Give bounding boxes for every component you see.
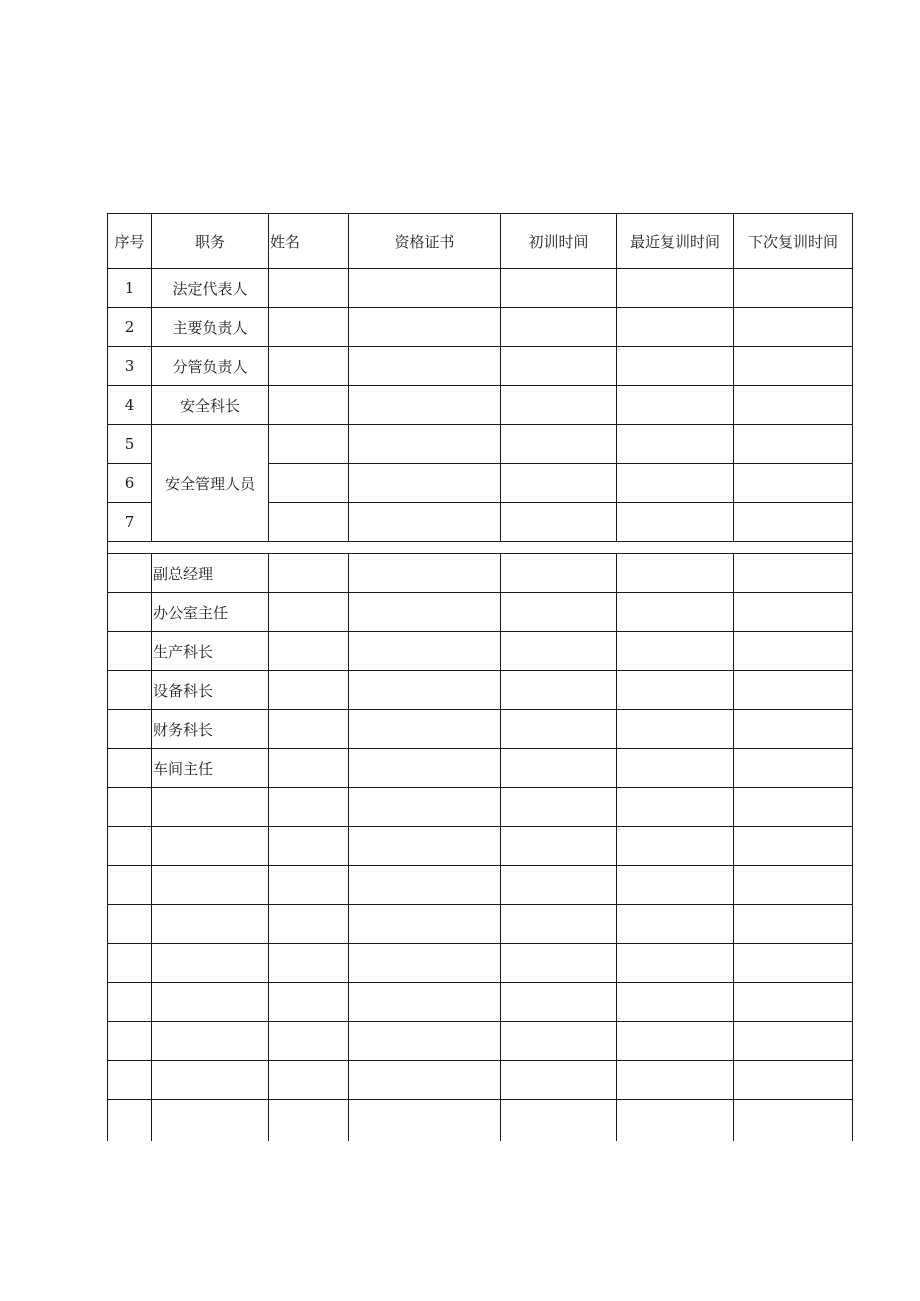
table-row [108,632,853,671]
initial-training-cell[interactable] [501,593,617,632]
empty-cell[interactable] [501,905,617,944]
empty-cell[interactable] [734,944,853,983]
latest-retraining-cell[interactable] [617,464,734,503]
name-cell[interactable] [269,308,349,347]
certificate-cell[interactable] [349,503,501,542]
empty-cell[interactable] [734,1061,853,1100]
empty-cell[interactable] [349,827,501,866]
header-initial-training: 初训时间 [501,214,617,269]
table-row [108,554,853,593]
row-seq: 2 [108,308,152,347]
next-retraining-cell[interactable] [734,593,853,632]
name-cell[interactable] [269,269,349,308]
empty-cell[interactable] [734,827,853,866]
empty-cell[interactable] [152,1061,269,1100]
initial-training-cell[interactable] [501,671,617,710]
empty-cell[interactable] [152,827,269,866]
empty-cell[interactable] [617,1022,734,1061]
row-position: 副总经理 [152,554,269,593]
empty-row [108,1061,853,1100]
initial-training-cell[interactable] [501,710,617,749]
initial-training-cell[interactable] [501,632,617,671]
certificate-cell[interactable] [349,269,501,308]
row-seq[interactable] [108,671,152,710]
next-retraining-cell[interactable] [734,386,853,425]
empty-cell[interactable] [108,1061,152,1100]
row-seq[interactable] [108,593,152,632]
name-cell[interactable] [269,347,349,386]
next-retraining-cell[interactable] [734,749,853,788]
initial-training-cell[interactable] [501,425,617,464]
initial-training-cell[interactable] [501,554,617,593]
table-row [108,386,853,425]
latest-retraining-cell[interactable] [617,749,734,788]
latest-retraining-cell[interactable] [617,593,734,632]
latest-retraining-cell[interactable] [617,632,734,671]
latest-retraining-cell[interactable] [617,503,734,542]
empty-row [108,983,853,1022]
empty-cell[interactable] [734,1022,853,1061]
next-retraining-cell[interactable] [734,425,853,464]
initial-training-cell[interactable] [501,386,617,425]
empty-row [108,944,853,983]
table-row [108,269,853,308]
initial-training-cell[interactable] [501,503,617,542]
next-retraining-cell[interactable] [734,554,853,593]
header-latest-retraining: 最近复训时间 [617,214,734,269]
empty-cell[interactable] [617,944,734,983]
certificate-cell[interactable] [349,386,501,425]
certificate-cell[interactable] [349,710,501,749]
empty-cell[interactable] [349,944,501,983]
empty-cell[interactable] [152,1022,269,1061]
latest-retraining-cell[interactable] [617,308,734,347]
row-seq: 7 [108,503,152,542]
table-row [108,425,853,464]
empty-cell[interactable] [734,788,853,827]
empty-cell[interactable] [269,983,349,1022]
row-position: 生产科长 [152,632,269,671]
empty-cell[interactable] [501,866,617,905]
table-row [108,710,853,749]
empty-cell[interactable] [269,866,349,905]
empty-cell[interactable] [501,983,617,1022]
empty-cell[interactable] [349,866,501,905]
row-position-group: 安全管理人员 [152,425,269,542]
empty-cell[interactable] [349,1022,501,1061]
name-cell[interactable] [269,593,349,632]
certificate-cell[interactable] [349,554,501,593]
latest-retraining-cell[interactable] [617,386,734,425]
name-cell[interactable] [269,710,349,749]
next-retraining-cell[interactable] [734,269,853,308]
empty-cell[interactable] [734,905,853,944]
empty-cell[interactable] [617,1100,734,1142]
empty-cell[interactable] [349,1061,501,1100]
empty-cell[interactable] [734,983,853,1022]
next-retraining-cell[interactable] [734,464,853,503]
section-divider [108,542,853,554]
row-seq[interactable] [108,554,152,593]
certificate-cell[interactable] [349,671,501,710]
initial-training-cell[interactable] [501,308,617,347]
empty-cell[interactable] [108,788,152,827]
empty-cell[interactable] [269,1061,349,1100]
empty-cell[interactable] [108,866,152,905]
empty-cell[interactable] [108,1100,152,1142]
certificate-cell[interactable] [349,347,501,386]
certificate-cell[interactable] [349,632,501,671]
empty-cell[interactable] [617,827,734,866]
name-cell[interactable] [269,425,349,464]
personnel-training-table [107,213,853,1141]
table-row [108,749,853,788]
row-position: 安全科长 [152,386,269,425]
header-position: 职务 [152,214,269,269]
latest-retraining-cell[interactable] [617,554,734,593]
empty-row [108,788,853,827]
initial-training-cell[interactable] [501,749,617,788]
row-position: 财务科长 [152,710,269,749]
empty-cell[interactable] [269,1100,349,1142]
empty-cell[interactable] [349,983,501,1022]
row-position: 法定代表人 [152,269,269,308]
row-seq[interactable] [108,749,152,788]
row-position: 办公室主任 [152,593,269,632]
empty-row [108,827,853,866]
initial-training-cell[interactable] [501,347,617,386]
table-header-row [108,214,853,269]
latest-retraining-cell[interactable] [617,710,734,749]
empty-cell[interactable] [501,1100,617,1142]
latest-retraining-cell[interactable] [617,671,734,710]
empty-cell[interactable] [501,1061,617,1100]
empty-cell[interactable] [734,866,853,905]
next-retraining-cell[interactable] [734,308,853,347]
empty-cell[interactable] [108,944,152,983]
empty-cell[interactable] [501,788,617,827]
latest-retraining-cell[interactable] [617,347,734,386]
empty-row [108,1022,853,1061]
table-row [108,347,853,386]
empty-cell[interactable] [349,1100,501,1142]
empty-cell[interactable] [349,788,501,827]
row-seq: 4 [108,386,152,425]
empty-row [108,1100,853,1142]
empty-cell[interactable] [501,827,617,866]
empty-cell[interactable] [152,866,269,905]
row-position: 设备科长 [152,671,269,710]
name-cell[interactable] [269,671,349,710]
row-seq: 1 [108,269,152,308]
empty-cell[interactable] [617,1061,734,1100]
row-position: 分管负责人 [152,347,269,386]
certificate-cell[interactable] [349,593,501,632]
initial-training-cell[interactable] [501,464,617,503]
header-name: 姓名 [269,214,349,269]
next-retraining-cell[interactable] [734,710,853,749]
header-certificate: 资格证书 [349,214,501,269]
empty-cell[interactable] [108,827,152,866]
table-row [108,671,853,710]
empty-cell[interactable] [269,1022,349,1061]
empty-cell[interactable] [152,944,269,983]
latest-retraining-cell[interactable] [617,425,734,464]
row-position: 车间主任 [152,749,269,788]
empty-cell[interactable] [269,788,349,827]
row-seq: 5 [108,425,152,464]
empty-cell[interactable] [617,983,734,1022]
row-seq[interactable] [108,710,152,749]
empty-row [108,866,853,905]
empty-cell[interactable] [108,905,152,944]
name-cell[interactable] [269,554,349,593]
empty-cell[interactable] [269,944,349,983]
empty-cell[interactable] [734,1100,853,1142]
empty-cell[interactable] [152,788,269,827]
empty-cell[interactable] [501,1022,617,1061]
certificate-cell[interactable] [349,749,501,788]
certificate-cell[interactable] [349,464,501,503]
name-cell[interactable] [269,386,349,425]
empty-cell[interactable] [501,944,617,983]
empty-cell[interactable] [152,1100,269,1142]
next-retraining-cell[interactable] [734,671,853,710]
name-cell[interactable] [269,632,349,671]
name-cell[interactable] [269,464,349,503]
table-row [108,593,853,632]
next-retraining-cell[interactable] [734,503,853,542]
certificate-cell[interactable] [349,425,501,464]
empty-cell[interactable] [269,827,349,866]
empty-cell[interactable] [108,983,152,1022]
name-cell[interactable] [269,749,349,788]
next-retraining-cell[interactable] [734,632,853,671]
empty-cell[interactable] [617,866,734,905]
row-position: 主要负责人 [152,308,269,347]
row-seq[interactable] [108,632,152,671]
row-seq: 6 [108,464,152,503]
empty-cell[interactable] [152,905,269,944]
certificate-cell[interactable] [349,308,501,347]
empty-cell[interactable] [349,905,501,944]
section-divider-row [108,542,853,554]
empty-cell[interactable] [617,788,734,827]
table-row [108,308,853,347]
empty-cell[interactable] [269,905,349,944]
header-seq: 序号 [108,214,152,269]
latest-retraining-cell[interactable] [617,269,734,308]
row-seq: 3 [108,347,152,386]
empty-row [108,905,853,944]
empty-cell[interactable] [617,905,734,944]
next-retraining-cell[interactable] [734,347,853,386]
initial-training-cell[interactable] [501,269,617,308]
header-next-retraining: 下次复训时间 [734,214,853,269]
name-cell[interactable] [269,503,349,542]
empty-cell[interactable] [152,983,269,1022]
empty-cell[interactable] [108,1022,152,1061]
